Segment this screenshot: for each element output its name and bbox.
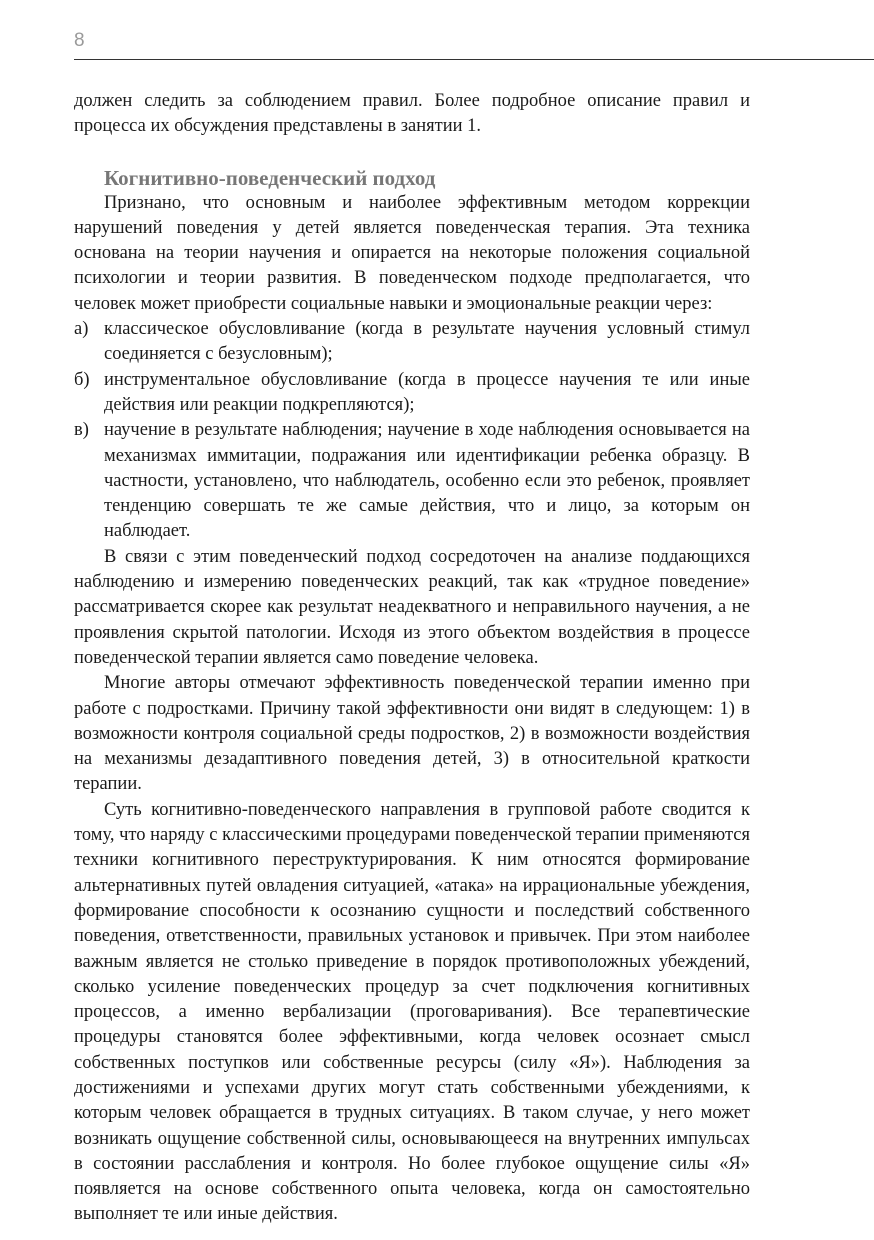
list: [74, 317, 750, 545]
paragraph-4: Суть когнитивно-поведенческого направления в групповой работе сводится к тому, что наряду с классическими процедурами поведенческой терапии применяются техники когнитивного переструктурирования. К ним относятся формирование альтернативных путей овладения ситуацией, «атака» на иррациональные убеждения, формирование способности к осознанию сущности и последствий собственного поведения, ответственности, правильных установок и привычек. При этом наиболее важным является не столько приведение в порядок противоположных убеждений, сколько усиление поведенческих процедур за счет подключения когнитивных процессов, а именно вербализации (проговаривания). Все терапевтические процедуры становятся более эффективными, когда человек осознает смысл собственных поступков или собственные ресурсы (силу «Я»). Наблюдения за достижениями и успехами других могут стать собственными убеждениями, к которым человек обращается в трудных ситуациях. В таком случае, у него может возникать ощущение собственной силы, основывающееся на внутренних импульсах в состоянии расслабления и контроля. Но более глубокое ощущение силы «Я» появляется на основе собственного опыта человека, когда он самостоятельно выполняет те или иные действия.: [74, 799, 750, 1225]
list-item-text: научение в результате наблюдения; научение в ходе наблюдения основывается на механизмах иммитации, подражания или идентификации ребенка образцу. В частности, установлено, что наблюдатель, особенно если это ребенок, проявляет тенденцию совершать те же самые действия, что и лицо, за которым он наблюдает.: [104, 420, 750, 542]
list-item-text: классическое обусловливание (когда в результате научения условный стимул соединяется с безусловным);: [104, 319, 750, 365]
list-marker: б): [74, 369, 90, 390]
paragraph-3: Многие авторы отмечают эффективность поведенческой терапии именно при работе с подростками. Причину такой эффективности они видят в следующем: 1) в возможности контроля социальной среды подростков, 2) в возможности воздействия на механизмы дезадаптивного поведения детей, 3) в относительной краткости терапии.: [74, 673, 750, 795]
paragraph-1: Признано, что основным и наиболее эффективным методом коррекции нарушений поведения у детей является поведенческая терапия. Эта техника основана на теории научения и опирается на некоторые положения социальной психологии и теории развития. В поведенческом подходе предполагается, что человек может приобрести социальные навыки и эмоциональные реакции через:: [74, 192, 750, 314]
intro-paragraph: должен следить за соблюдением правил. Более подробное описание правил и процесса их обсуждения представлены в занятии 1.: [74, 91, 750, 137]
list-marker: в): [74, 420, 89, 441]
header-rule: [74, 59, 874, 60]
list-item-text: инструментальное обусловливание (когда в процессе научения те или иные действия или реакции подкрепляются);: [104, 369, 750, 415]
list-marker: а): [74, 319, 89, 340]
list-item: [74, 317, 750, 368]
paragraph-2: В связи с этим поведенческий подход сосредоточен на анализе поддающихся наблюдению и измерению поведенческих реакций, так как «трудное поведение» рассматривается скорее как результат неадекватного и неправильного научения, а не проявления скрытой патологии. Исходя из этого объектом воздействия в процессе поведенческой терапии является само поведение человека.: [74, 546, 750, 668]
list-item: [74, 418, 750, 544]
section-title: Когнитивно-поведенческий подход: [104, 165, 436, 190]
page-body: [74, 89, 750, 1228]
list-item: [74, 368, 750, 419]
page-number: 8: [74, 30, 85, 51]
